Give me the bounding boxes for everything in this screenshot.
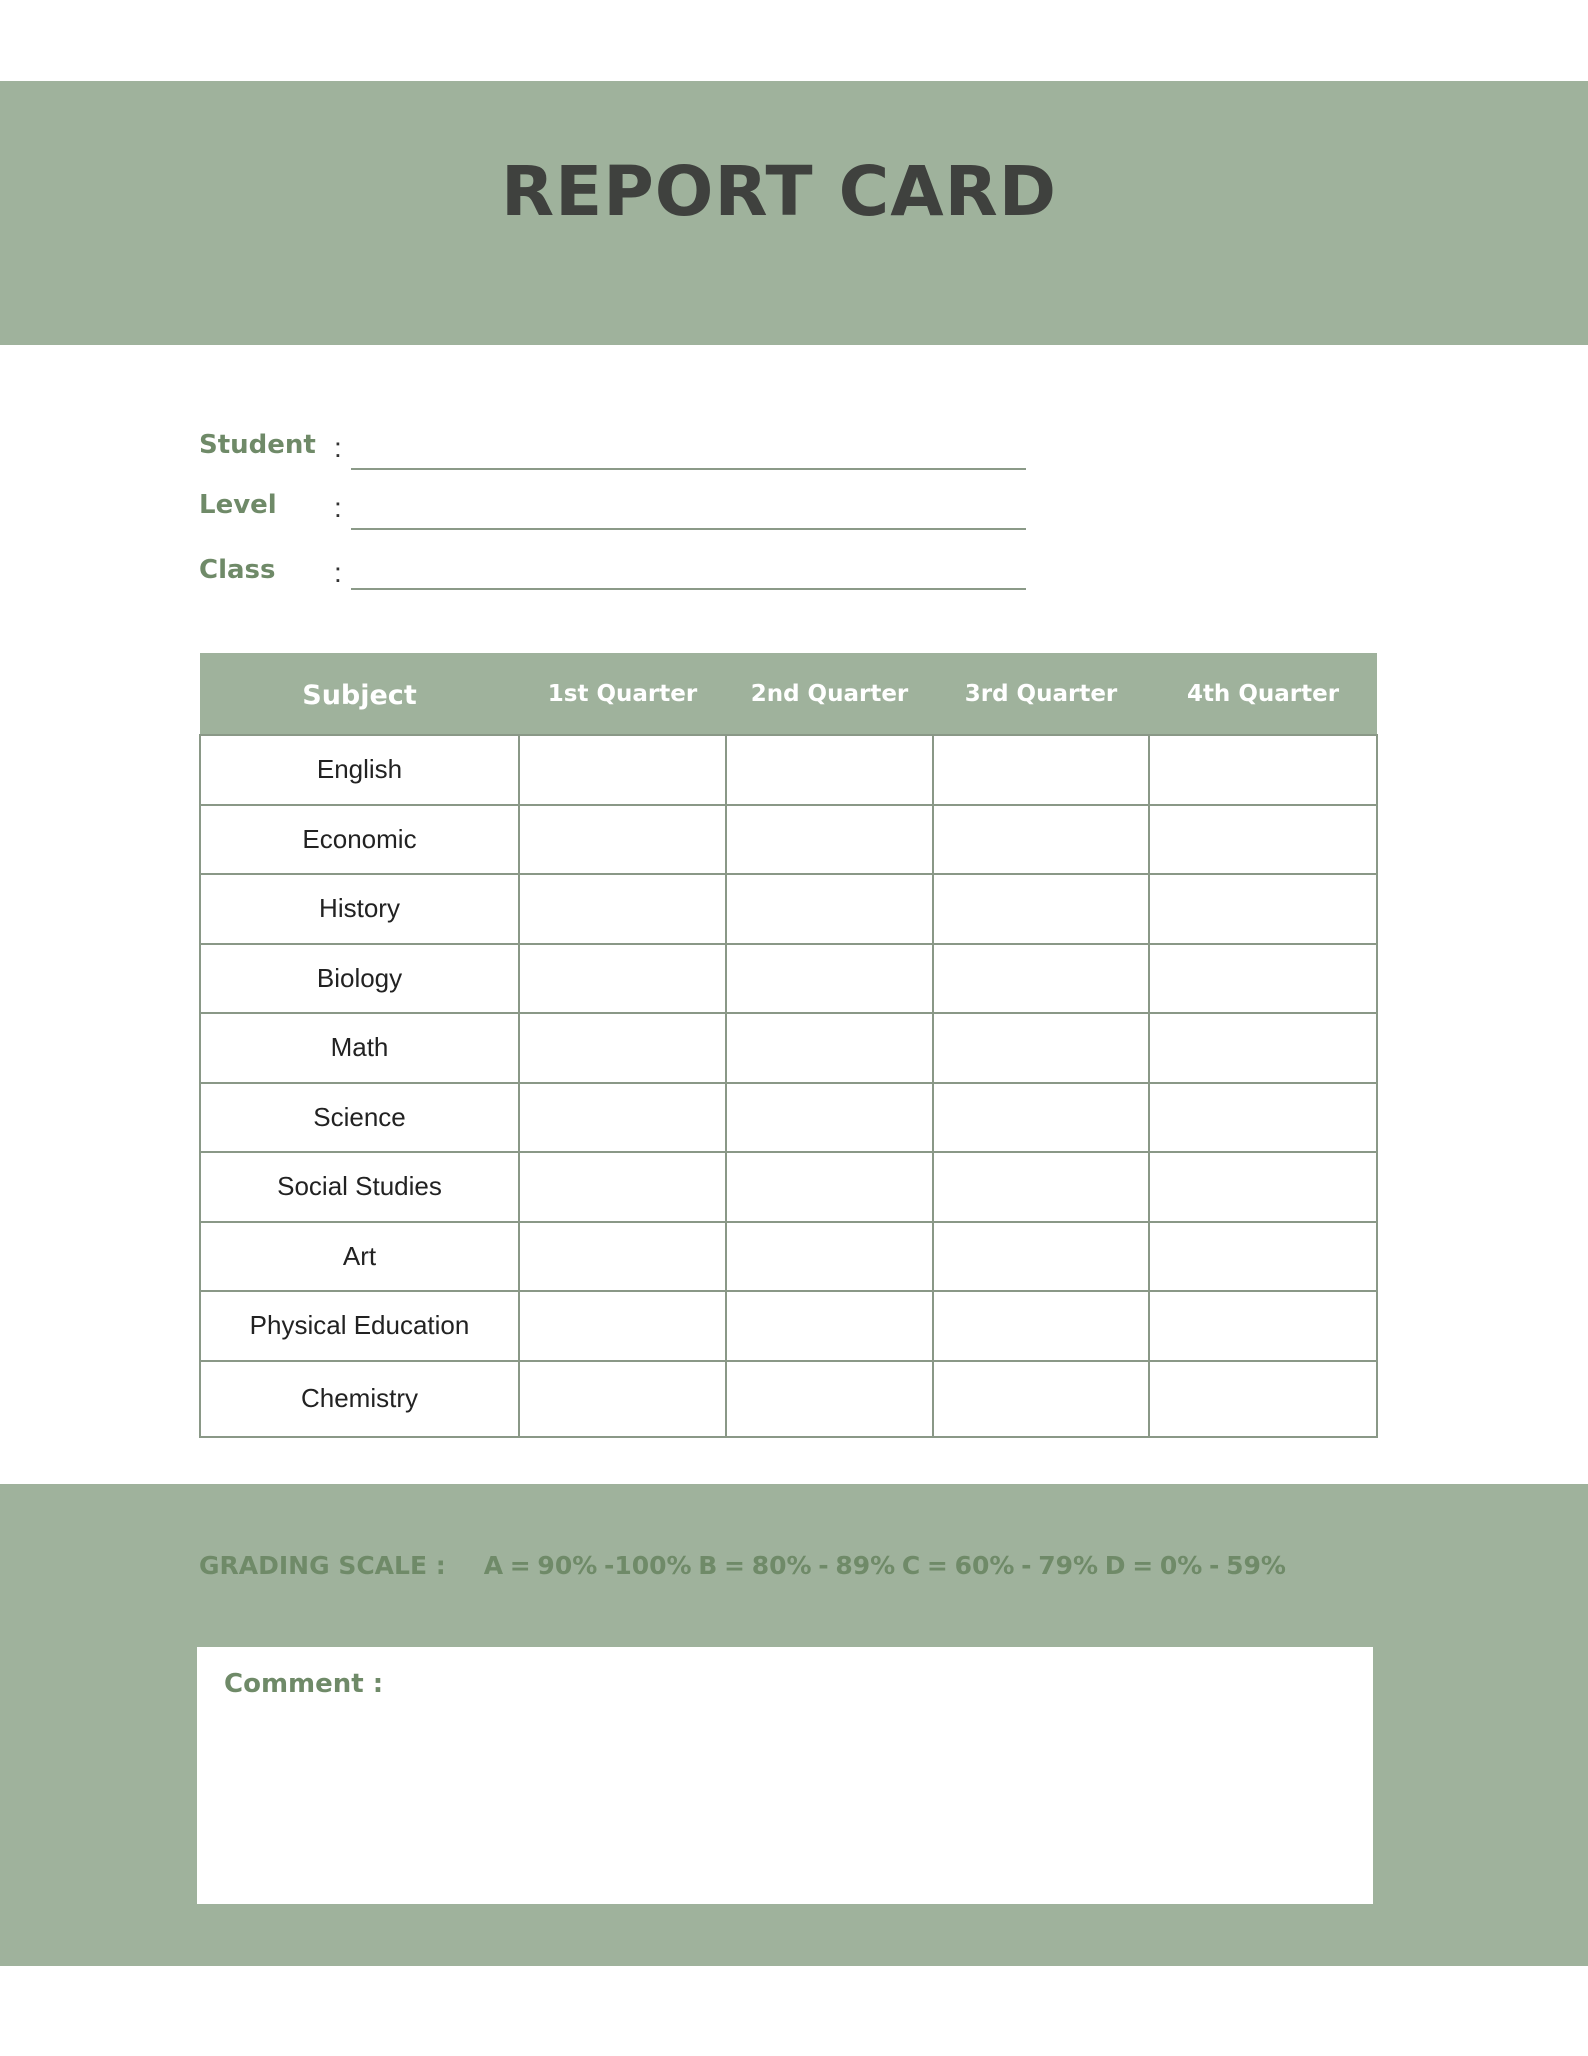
level-field-row — [199, 490, 1029, 540]
grade-cell-q4[interactable] — [1149, 944, 1377, 1014]
subject-cell: Art — [200, 1222, 519, 1292]
grade-cell-q3[interactable] — [933, 805, 1149, 875]
subject-cell: History — [200, 874, 519, 944]
grade-cell-q2[interactable] — [726, 944, 933, 1014]
grade-cell-q4[interactable] — [1149, 1152, 1377, 1222]
table-row — [200, 1083, 1377, 1153]
grade-cell-q1[interactable] — [519, 1361, 726, 1437]
grade-cell-q1[interactable] — [519, 1013, 726, 1083]
comment-label: Comment : — [224, 1669, 384, 1699]
grade-cell-q1[interactable] — [519, 1291, 726, 1361]
grade-cell-q2[interactable] — [726, 735, 933, 805]
grade-cell-q1[interactable] — [519, 874, 726, 944]
page-title: REPORT CARD — [500, 152, 1058, 232]
grade-cell-q2[interactable] — [726, 1083, 933, 1153]
level-colon: : — [334, 492, 342, 523]
grade-cell-q4[interactable] — [1149, 1222, 1377, 1292]
grade-cell-q3[interactable] — [933, 1361, 1149, 1437]
class-label: Class — [199, 555, 276, 585]
level-input-line[interactable] — [351, 528, 1026, 530]
grade-cell-q4[interactable] — [1149, 1083, 1377, 1153]
table-header-row — [200, 653, 1377, 735]
class-input-line[interactable] — [351, 588, 1026, 590]
subject-cell: Economic — [200, 805, 519, 875]
student-field-row — [199, 430, 1029, 480]
grade-cell-q2[interactable] — [726, 1013, 933, 1083]
grade-cell-q4[interactable] — [1149, 874, 1377, 944]
class-colon: : — [334, 557, 342, 588]
grade-cell-q2[interactable] — [726, 1152, 933, 1222]
column-header-q1: 1st Quarter — [519, 653, 726, 735]
grade-cell-q3[interactable] — [933, 1222, 1149, 1292]
grade-cell-q2[interactable] — [726, 874, 933, 944]
subject-cell: English — [200, 735, 519, 805]
subject-cell: Math — [200, 1013, 519, 1083]
column-header-q2: 2nd Quarter — [726, 653, 933, 735]
comment-box[interactable] — [197, 1647, 1373, 1904]
grading-scale-values: A = 90% -100% B = 80% - 89% C = 60% - 79% D = 0% - 59% — [483, 1551, 1286, 1580]
column-header-subject: Subject — [200, 653, 519, 735]
grade-cell-q4[interactable] — [1149, 805, 1377, 875]
grade-cell-q3[interactable] — [933, 874, 1149, 944]
subject-cell: Physical Education — [200, 1291, 519, 1361]
grade-cell-q4[interactable] — [1149, 1361, 1377, 1437]
table-row — [200, 944, 1377, 1014]
grade-cell-q2[interactable] — [726, 1291, 933, 1361]
grade-cell-q3[interactable] — [933, 1291, 1149, 1361]
subject-cell: Social Studies — [200, 1152, 519, 1222]
table-row — [200, 1222, 1377, 1292]
grade-cell-q3[interactable] — [933, 1083, 1149, 1153]
grading-scale-label: GRADING SCALE : — [199, 1551, 446, 1580]
table-row — [200, 1013, 1377, 1083]
class-field-row — [199, 555, 1029, 605]
subject-cell: Biology — [200, 944, 519, 1014]
subject-cell: Chemistry — [200, 1361, 519, 1437]
grading-scale — [199, 1551, 1286, 1580]
grade-cell-q1[interactable] — [519, 944, 726, 1014]
grade-cell-q1[interactable] — [519, 1083, 726, 1153]
grade-cell-q2[interactable] — [726, 1222, 933, 1292]
grade-cell-q2[interactable] — [726, 1361, 933, 1437]
grade-cell-q1[interactable] — [519, 1152, 726, 1222]
column-header-q4: 4th Quarter — [1149, 653, 1377, 735]
table-row — [200, 805, 1377, 875]
grade-cell-q1[interactable] — [519, 805, 726, 875]
grade-cell-q3[interactable] — [933, 1013, 1149, 1083]
grade-cell-q4[interactable] — [1149, 1291, 1377, 1361]
student-colon: : — [334, 432, 342, 463]
grade-cell-q3[interactable] — [933, 735, 1149, 805]
subject-cell: Science — [200, 1083, 519, 1153]
grades-table — [199, 653, 1378, 1438]
grade-cell-q1[interactable] — [519, 735, 726, 805]
grade-cell-q3[interactable] — [933, 944, 1149, 1014]
grade-cell-q4[interactable] — [1149, 1013, 1377, 1083]
table-row — [200, 735, 1377, 805]
column-header-q3: 3rd Quarter — [933, 653, 1149, 735]
student-input-line[interactable] — [351, 468, 1026, 470]
table-row — [200, 1291, 1377, 1361]
table-row — [200, 1361, 1377, 1437]
table-row — [200, 874, 1377, 944]
level-label: Level — [199, 490, 277, 520]
grade-cell-q3[interactable] — [933, 1152, 1149, 1222]
table-row — [200, 1152, 1377, 1222]
grade-cell-q1[interactable] — [519, 1222, 726, 1292]
grade-cell-q4[interactable] — [1149, 735, 1377, 805]
student-label: Student — [199, 430, 316, 460]
grade-cell-q2[interactable] — [726, 805, 933, 875]
